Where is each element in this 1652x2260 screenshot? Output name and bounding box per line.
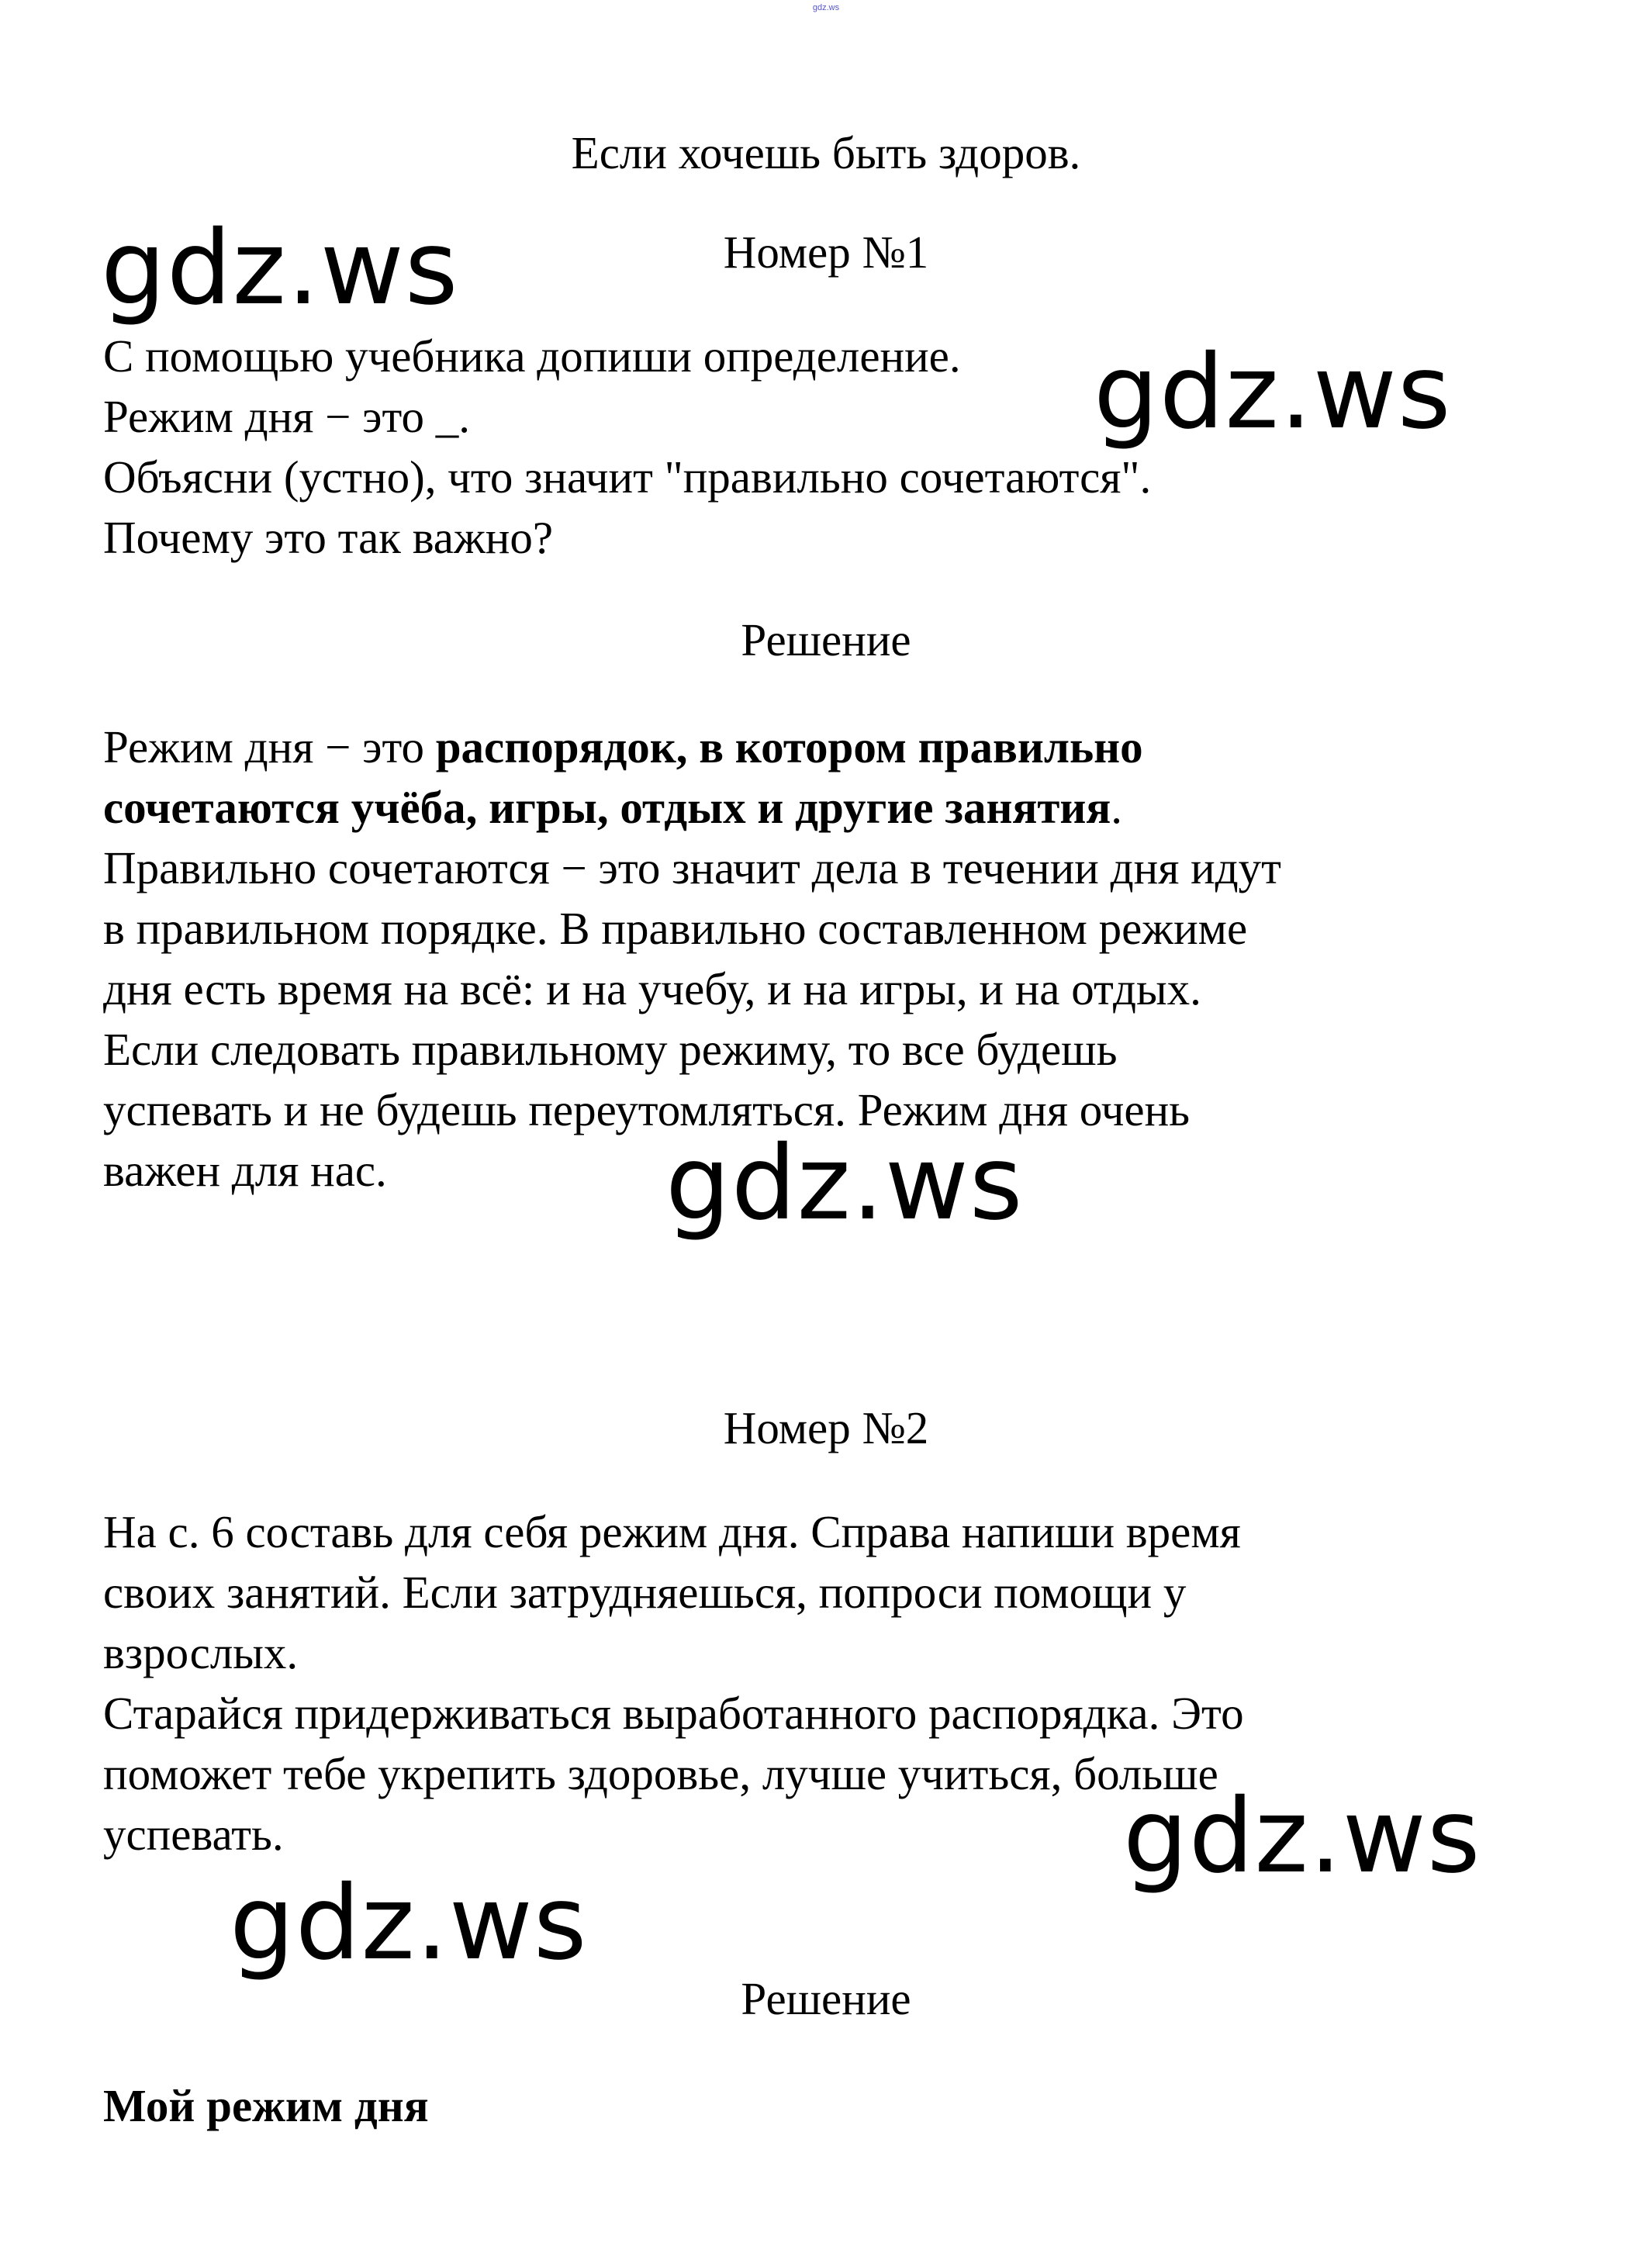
task2-line: На с. 6 составь для себя режим дня. Справа напиши время (103, 1506, 1241, 1557)
task2-solution-title (103, 2075, 1577, 2136)
solution-suffix: . (1111, 782, 1123, 833)
task2-solution-heading: Решение (741, 1973, 911, 2024)
watermark: gdz.ws (665, 1124, 1024, 1243)
task2-line: успевать. (103, 1809, 284, 1860)
header-mark: gdz.ws (812, 3, 840, 12)
task1-line: Почему это так важно? (103, 512, 554, 563)
solution-bold: распорядок, в котором правильно (435, 721, 1143, 772)
task1-solution-heading: Решение (741, 614, 911, 665)
solution-line: в правильном порядке. В правильно составленном режиме (103, 903, 1248, 954)
page-title: Если хочешь быть здоров. (571, 127, 1081, 178)
task2-line: Старайся придерживаться выработанного распорядка. Это (103, 1688, 1244, 1739)
task1-line: С помощью учебника допиши определение. (103, 330, 961, 382)
task2-line: взрослых. (103, 1627, 299, 1678)
task1-line: Режим дня − это _. (103, 391, 470, 442)
solution-line (103, 717, 1577, 777)
watermark: gdz.ws (230, 1864, 588, 1983)
watermark: gdz.ws (101, 209, 459, 328)
watermark: gdz.ws (1094, 333, 1452, 452)
solution-title: Мой режим дня (103, 2080, 429, 2131)
task1-line: Объясни (устно), что значит "правильно сочетаются". (103, 451, 1152, 503)
task2-line: поможет тебе укрепить здоровье, лучше учиться, больше (103, 1748, 1218, 1799)
task1-heading: Номер №1 (723, 226, 929, 278)
task2-heading: Номер №2 (723, 1402, 929, 1453)
task2-line: своих занятий. Если затрудняешься, попроси помощи у (103, 1567, 1187, 1618)
solution-line: Правильно сочетаются − это значит дела в течении дня идут (103, 842, 1281, 893)
solution-prefix: Режим дня − это (103, 721, 436, 772)
solution-line (103, 777, 1577, 838)
solution-bold: сочетаются учёба, игры, отдых и другие занятия (103, 782, 1111, 833)
solution-line: важен для нас. (103, 1145, 387, 1196)
solution-line: дня есть время на всё: и на учебу, и на игры, и на отдых. (103, 963, 1201, 1014)
solution-line: успевать и не будешь переутомляться. Режим дня очень (103, 1084, 1191, 1135)
watermark: gdz.ws (1123, 1777, 1481, 1896)
solution-line: Если следовать правильному режиму, то все будешь (103, 1024, 1118, 1075)
